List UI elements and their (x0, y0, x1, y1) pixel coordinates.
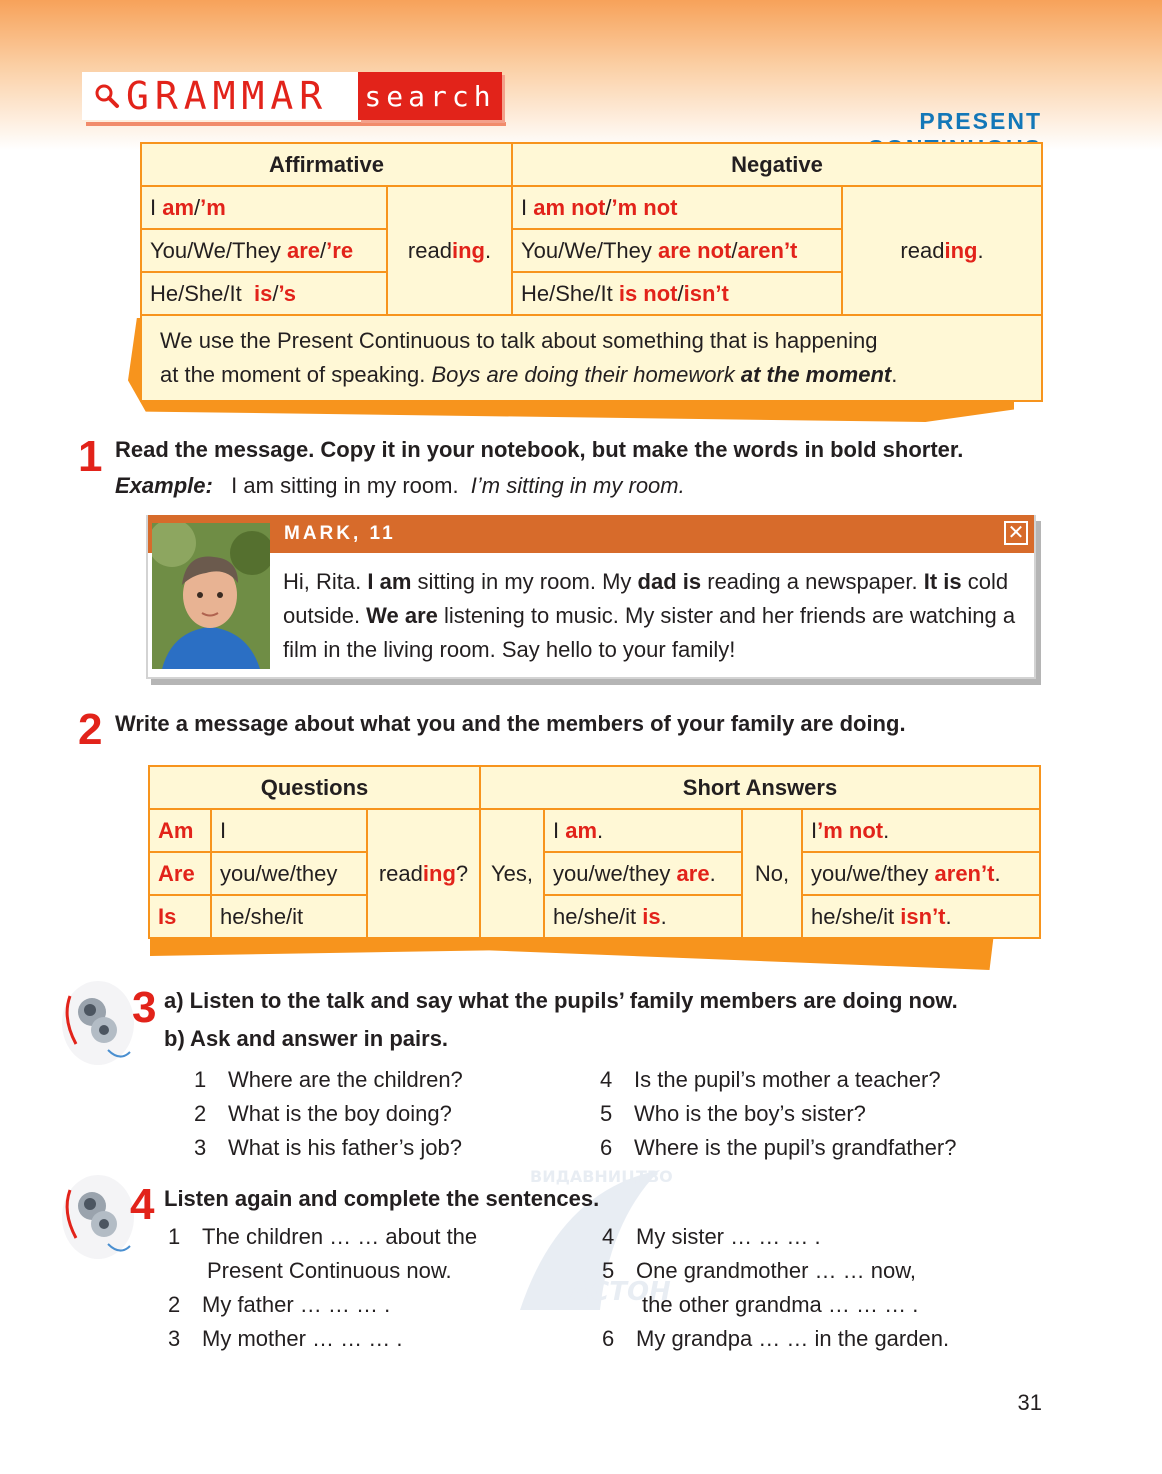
sentence-4: 4 My sister … … … . (602, 1224, 821, 1249)
yes-answer-3: he/she/it is. (544, 895, 742, 938)
question-6: 6 Where is the pupil’s grandfather? (600, 1135, 957, 1160)
exercise-1-instruction: Read the message. Copy it in your notebook, but make the words in bold shorter. (115, 437, 964, 462)
no-answer-3: he/she/it isn’t. (802, 895, 1040, 938)
exercise-2-number: 2 (78, 705, 103, 754)
aff-row-3: He/She/It is/’s (141, 272, 387, 315)
sentence-3: 3 My mother … … … . (168, 1326, 403, 1351)
question-3: 3 What is his father’s job? (194, 1135, 462, 1160)
aff-row-1: I am/’m (141, 186, 387, 229)
neg-row-3: He/She/It is not/isn’t (512, 272, 842, 315)
search-word-box (358, 72, 502, 120)
present-continuous-table (140, 142, 1043, 402)
header-underline (86, 122, 506, 126)
negative-header: Negative (512, 143, 1042, 186)
exercise-1-number: 1 (78, 432, 103, 481)
message-card-header (148, 515, 1034, 553)
message-card (146, 515, 1036, 679)
message-text: Hi, Rita. I am sitting in my room. My dad is reading a newspaper. It is cold outside. We are listening to music. My sister and her friends are watching a film in the living room. Say hello to your family! (283, 569, 1016, 662)
audio-icon-2[interactable] (58, 1172, 138, 1262)
exercise-3-part-b: b) Ask and answer in pairs. (164, 1026, 449, 1051)
page-number: 31 (1017, 1390, 1042, 1415)
neg-row-2: You/We/They are not/aren’t (512, 229, 842, 272)
search-icon (94, 83, 120, 109)
question-verb-cell: reading? (367, 809, 480, 938)
svg-text:ВИДАВНИЦТВО: ВИДАВНИЦТВО (530, 1167, 673, 1186)
sentence-2: 2 My father … … … . (168, 1292, 391, 1317)
neg-row-1: I am not/’m not (512, 186, 842, 229)
exercise-4-instruction: Listen again and complete the sentences. (164, 1186, 600, 1211)
questions-header: Questions (149, 766, 480, 809)
search-word: search (364, 79, 496, 113)
close-icon[interactable]: ✕ (1004, 521, 1028, 545)
grammar-word: GRAMMAR (126, 74, 329, 118)
exercise-3-number: 3 (132, 983, 157, 1032)
questions-answers-table (148, 765, 1041, 939)
subject-he-she-it: he/she/it (211, 895, 367, 938)
exercise-2-instruction: Write a message about what you and the members of your family are doing. (115, 711, 906, 736)
grammar-label-box (82, 72, 358, 120)
audio-icon[interactable] (58, 978, 138, 1068)
question-1: 1 Where are the children? (194, 1067, 463, 1092)
question-5: 5 Who is the boy’s sister? (600, 1101, 866, 1126)
affirmative-header: Affirmative (141, 143, 512, 186)
exercise-1 (115, 437, 1035, 499)
usage-note: We use the Present Continuous to talk about something that is happening at the moment of speaking. Boys are doing their homework at the moment. (141, 315, 1042, 401)
boy-photo (152, 523, 270, 669)
sentence-5: 5 One grandmother … … now, (602, 1258, 917, 1283)
exercise-3-part-a: a) Listen to the talk and say what the pupils’ family members are doing now. (164, 988, 958, 1013)
subject-you-we-they: you/we/they (211, 852, 367, 895)
svg-text:АСТОН: АСТОН (570, 1277, 671, 1307)
no-answer-1: I’m not. (802, 809, 1040, 852)
no-cell: No, (742, 809, 802, 938)
short-answers-header: Short Answers (480, 766, 1040, 809)
aff-verb-cell: reading. (387, 186, 512, 315)
question-2: 2 What is the boy doing? (194, 1101, 452, 1126)
yes-cell: Yes, (480, 809, 544, 938)
aux-are: Are (149, 852, 211, 895)
sentence-1: 1 The children … … about the (168, 1224, 478, 1249)
aff-row-2: You/We/They are/’re (141, 229, 387, 272)
boy-photo-illustration (152, 523, 270, 669)
sender-name: MARK, 11 (284, 523, 396, 544)
aux-am: Am (149, 809, 211, 852)
subject-i: I (211, 809, 367, 852)
sentence-5-continued: the other grandma … … … . (642, 1292, 919, 1317)
aux-is: Is (149, 895, 211, 938)
question-4: 4 Is the pupil’s mother a teacher? (600, 1067, 941, 1092)
neg-verb-cell: reading. (842, 186, 1042, 315)
yes-answer-2: you/we/they are. (544, 852, 742, 895)
no-answer-2: you/we/they aren’t. (802, 852, 1040, 895)
section-title: PRESENT (919, 108, 1042, 134)
exercise-1-example: Example: I am sitting in my room. I’m sitting in my room. (115, 473, 685, 498)
yes-answer-1: I am. (544, 809, 742, 852)
sentence-1-continued: Present Continuous now. (207, 1258, 452, 1283)
sentence-6: 6 My grandpa … … in the garden. (602, 1326, 950, 1351)
exercise-4-number: 4 (130, 1180, 155, 1229)
